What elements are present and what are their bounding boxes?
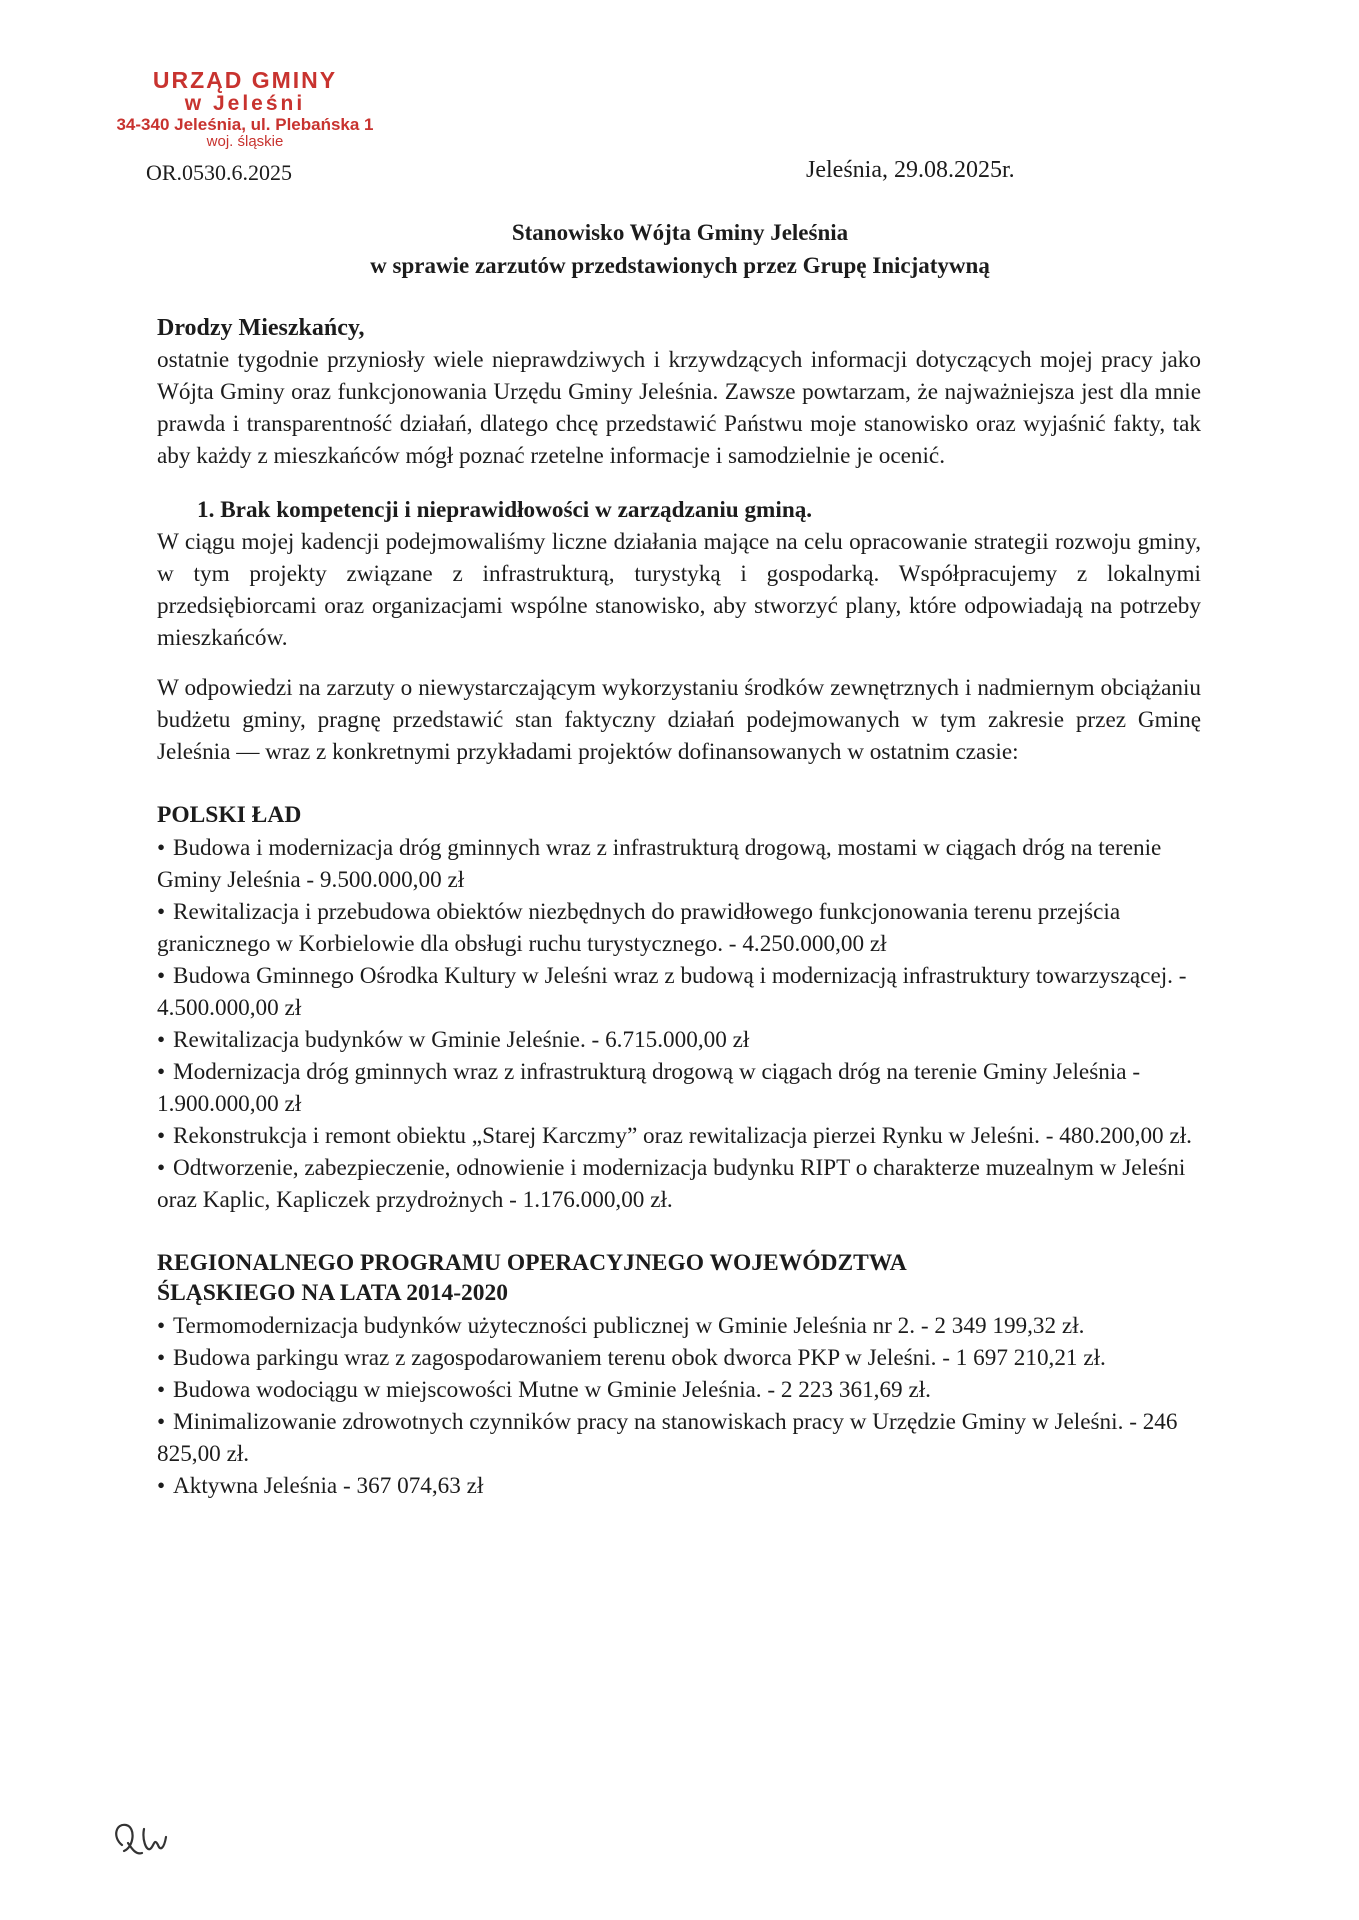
bullet-icon: • xyxy=(157,1473,166,1499)
list-item xyxy=(157,960,1201,1024)
list-item xyxy=(157,1310,1201,1342)
stamp-line-1: URZĄD GMINY xyxy=(152,67,338,93)
reference-number: OR.0530.6.2025 xyxy=(146,160,293,185)
list-item-text: Modernizacja dróg gminnych wraz z infrastrukturą drogową w ciągach dróg na terenie Gminy Jeleśnia - 1.900.000,00 zł xyxy=(157,1059,1141,1117)
bullet-icon: • xyxy=(157,1155,166,1181)
bullet-icon: • xyxy=(157,1123,166,1149)
bullet-icon: • xyxy=(157,1313,166,1339)
rpo-heading-line-1: REGIONALNEGO PROGRAMU OPERACYJNEGO WOJEWÓDZTWA xyxy=(157,1250,907,1276)
title-line-2: w sprawie zarzutów przedstawionych przez Grupę Inicjatywną xyxy=(370,253,990,278)
polski-lad-list xyxy=(157,832,1201,1216)
rpo-heading-line-2: ŚLĄSKIEGO NA LATA 2014-2020 xyxy=(157,1280,509,1306)
bullet-icon: • xyxy=(157,1345,166,1371)
list-item-text: Aktywna Jeleśnia - 367 074,63 zł xyxy=(173,1473,484,1499)
list-item-text: Budowa parkingu wraz z zagospodarowaniem terenu obok dworca PKP w Jeleśni. - 1 697 210,21 zł. xyxy=(173,1345,1106,1371)
stamp-line-2: w Jeleśni xyxy=(184,91,306,115)
bullet-icon: • xyxy=(157,835,166,861)
list-item-text: Budowa Gminnego Ośrodka Kultury w Jeleśni wraz z budową i modernizacją infrastruktury towarzyszącej. - 4.500.000,00 zł xyxy=(157,963,1187,1021)
polski-lad-heading: POLSKI ŁAD xyxy=(157,802,302,828)
intro-paragraph: ostatnie tygodnie przyniosły wiele nieprawdziwych i krzywdzących informacji dotyczących mojej pracy jako Wójta Gminy oraz funkcjonowania Urzędu Gminy Jeleśnia. Zawsze powtarzam, że najważniejsza jest dla mnie prawda i transparentność działań, dlatego chcę przedstawić Państwu moje stanowisko oraz wyjaśnić fakty, tak aby każdy z mieszkańców mógł poznać rzetelne informacje i samodzielnie je ocenić. xyxy=(157,347,1201,469)
document-body xyxy=(157,312,1201,1502)
list-item xyxy=(157,1406,1201,1470)
stamp-line-4: woj. śląskie xyxy=(206,132,284,150)
list-item xyxy=(157,1120,1201,1152)
list-item xyxy=(157,1056,1201,1120)
list-item-text: Rewitalizacja budynków w Gminie Jeleśnie. - 6.715.000,00 zł xyxy=(173,1027,750,1053)
section-1-heading: 1. Brak kompetencji i nieprawidłowości w zarządzaniu gminą. xyxy=(197,497,813,523)
greeting: Drodzy Mieszkańcy, xyxy=(157,315,365,341)
rpo-heading xyxy=(157,1246,1201,1310)
section-1-paragraph-1: W ciągu mojej kadencji podejmowaliśmy liczne działania mające na celu opracowanie strategii rozwoju gminy, w tym projekty związane z infrastrukturą, turystyką i gospodarką. Współpracujemy z lokalnymi przedsiębiorcami oraz organizacjami wspólne stanowisko, aby stworzyć plany, które odpowiadają na potrzeby mieszkańców. xyxy=(157,529,1201,651)
bullet-icon: • xyxy=(157,963,166,989)
section-1-paragraph-2: W odpowiedzi na zarzuty o niewystarczającym wykorzystaniu środków zewnętrznych i nadmiernym obciążaniu budżetu gminy, pragnę przedstawić stan faktyczny działań podejmowanych w tym zakresie przez Gminę Jeleśnia — wraz z konkretnymi przykładami projektów dofinansowanych w ostatnim czasie: xyxy=(157,675,1201,765)
bullet-icon: • xyxy=(157,1377,166,1403)
title-line-1: Stanowisko Wójta Gminy Jeleśnia xyxy=(511,220,849,245)
list-item xyxy=(157,832,1201,896)
handwritten-initials-icon xyxy=(108,1815,178,1870)
rpo-list xyxy=(157,1310,1201,1502)
list-item xyxy=(157,1374,1201,1406)
document-title xyxy=(160,216,1200,282)
stamp-line-3: 34-340 Jeleśnia, ul. Plebańska 1 xyxy=(116,114,374,134)
list-item xyxy=(157,1024,1201,1056)
bullet-icon: • xyxy=(157,1027,166,1053)
bullet-icon: • xyxy=(157,1059,166,1085)
bullet-icon: • xyxy=(157,899,166,925)
list-item-text: Minimalizowanie zdrowotnych czynników pracy na stanowiskach pracy w Urzędzie Gminy w Jeleśni. - 246 825,00 zł. xyxy=(157,1409,1178,1467)
bullet-icon: • xyxy=(157,1409,166,1435)
list-item xyxy=(157,896,1201,960)
office-stamp xyxy=(90,68,400,150)
list-item xyxy=(157,1342,1201,1374)
list-item-text: Termomodernizacja budynków użyteczności publicznej w Gminie Jeleśnia nr 2. - 2 349 199,32 zł. xyxy=(173,1313,1085,1339)
list-item-text: Odtworzenie, zabezpieczenie, odnowienie i modernizacja budynku RIPT o charakterze muzealnym w Jeleśni oraz Kaplic, Kapliczek przydrożnych - 1.176.000,00 zł. xyxy=(157,1155,1186,1213)
place-and-date: Jeleśnia, 29.08.2025r. xyxy=(806,157,1015,183)
list-item-text: Budowa i modernizacja dróg gminnych wraz z infrastrukturą drogową, mostami w ciągach dróg na terenie Gminy Jeleśnia - 9.500.000,00 zł xyxy=(157,835,1162,893)
list-item xyxy=(157,1152,1201,1216)
list-item-text: Rewitalizacja i przebudowa obiektów niezbędnych do prawidłowego funkcjonowania terenu przejścia granicznego w Korbielowie dla obsługi ruchu turystycznego. - 4.250.000,00 zł xyxy=(157,899,1121,957)
list-item-text: Budowa wodociągu w miejscowości Mutne w Gminie Jeleśnia. - 2 223 361,69 zł. xyxy=(173,1377,931,1403)
list-item-text: Rekonstrukcja i remont obiektu „Starej Karczmy” oraz rewitalizacja pierzei Rynku w Jeleśni. - 480.200,00 zł. xyxy=(173,1123,1192,1149)
list-item xyxy=(157,1470,1201,1502)
